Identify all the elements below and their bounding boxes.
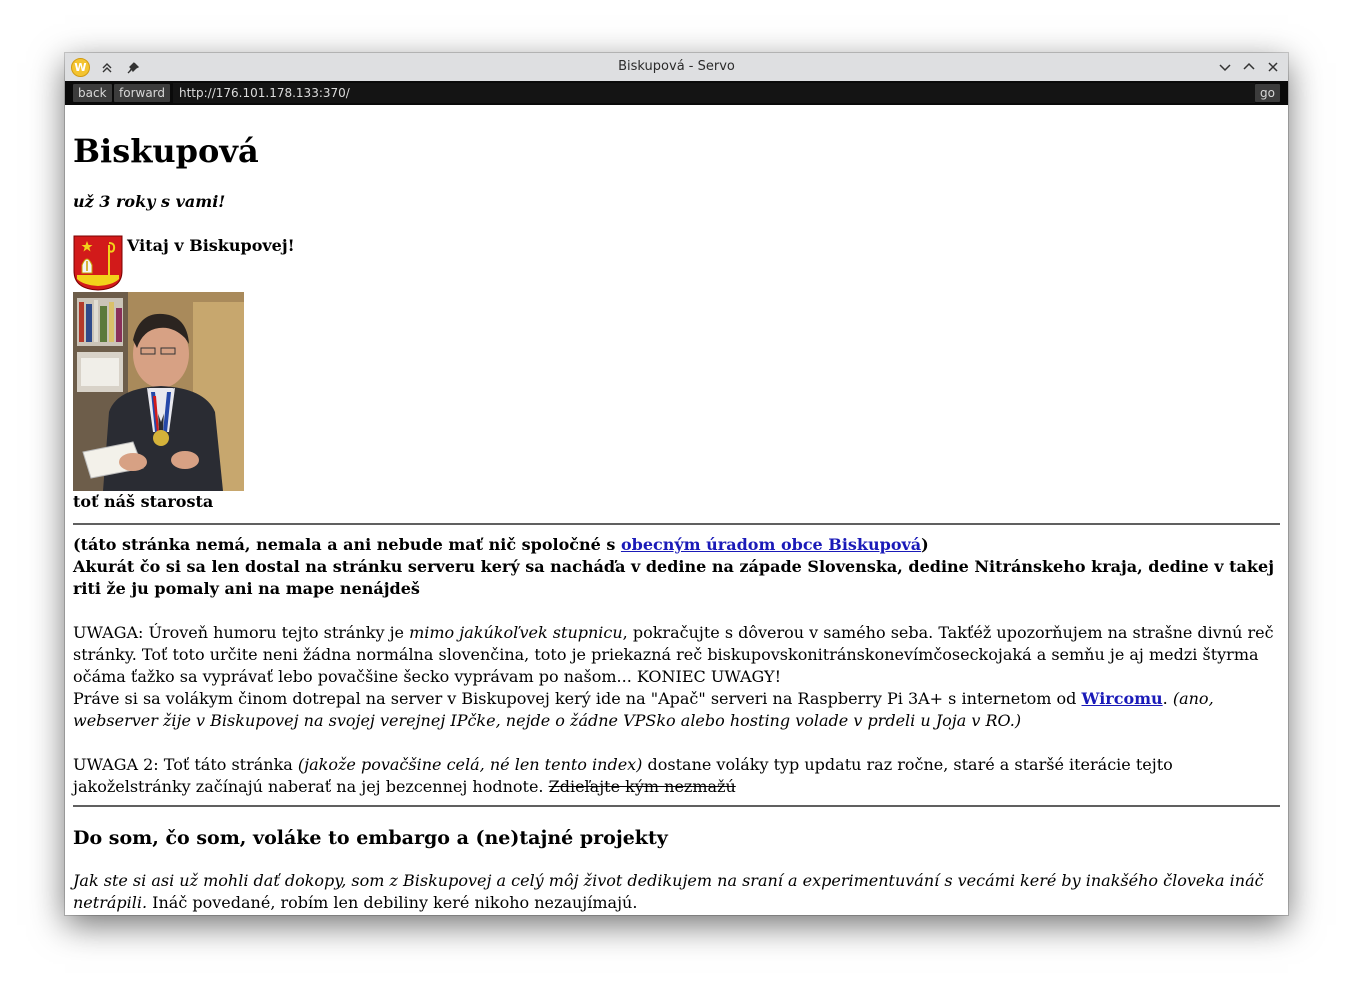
navigation-bar: [65, 81, 1288, 105]
close-icon[interactable]: [1264, 58, 1282, 76]
server-text-a: Práve si sa volákym činom dotrepal na server v Biskupovej kerý ide na "Apač" serveri na Raspberry Pi 3A+ s internetom od: [73, 689, 1082, 708]
section-text-rest: Ináč povedané, robím len debiliny keré nikoho nezaujímajú.: [147, 893, 638, 912]
disclaimer-text-pre: (táto stránka nemá, nemala a ani nebude mať nič spoločné s: [73, 535, 621, 554]
minimize-icon[interactable]: [1216, 58, 1234, 76]
server-text-em: (ano, webserver žije v Biskupovej na svojej verejnej IPčke, nejde o žádne VPSko alebo hosting volade v prdeli u Joja v RO.): [73, 689, 1214, 730]
go-button[interactable]: go: [1255, 84, 1280, 102]
window-title: Biskupová - Servo: [618, 59, 735, 74]
welcome-text: Vitaj v Biskupovej!: [127, 236, 295, 255]
welcome-row: [73, 235, 1280, 291]
browser-window: [65, 53, 1288, 915]
warning2-text-em: (jakože povačšine celá, né len tento index): [297, 755, 643, 774]
app-icon[interactable]: W: [71, 58, 90, 77]
maximize-icon[interactable]: [1240, 58, 1258, 76]
wircom-link[interactable]: Wircomu: [1081, 689, 1163, 708]
page-subtitle: už 3 roky s vami!: [73, 192, 226, 211]
warning-text-a: UWAGA: Úroveň humoru tejto stránky je: [73, 623, 410, 642]
disclaimer-text-post: ): [921, 535, 929, 554]
spacer: [73, 732, 1280, 754]
mayor-photo: [73, 292, 244, 491]
url-input[interactable]: http://176.101.178.133:370/: [173, 83, 1255, 103]
municipality-link[interactable]: obecným úradom obce Biskupová: [620, 535, 922, 554]
page-title: Biskupová: [73, 132, 259, 170]
section-heading: Do som, čo som, voláke to embargo a (ne)tajné projekty: [73, 827, 668, 849]
warning2-paragraph: [73, 754, 1280, 798]
forward-button[interactable]: forward: [114, 84, 170, 102]
section-paragraph: [73, 870, 1280, 914]
divider-bottom: [73, 805, 1280, 807]
warning2-text-b: dostane voláky typ updatu raz ročne, staré a staršé iterácie tejto jakoželstránky začínajú naberať na jej bezcennej hodnote.: [73, 755, 1173, 796]
server-text-b: .: [1162, 689, 1173, 708]
divider-top: [73, 523, 1280, 525]
disclaimer: [73, 534, 1280, 556]
section-text-em: Jak ste si asi už mohli dať dokopy, som z Biskupovej a celý môj život dedikujem na sraní a experimentuvání s vecámi keré by inakšého človeka ináč netrápili.: [73, 871, 1264, 912]
warning2-strikethrough: Zdieľajte kým nezmažú: [548, 777, 736, 796]
warning-paragraph: [73, 622, 1280, 732]
title-bar: [65, 53, 1288, 82]
mayor-caption: toť náš starosta: [73, 492, 214, 511]
page-content: [65, 105, 1288, 915]
window-controls: [1216, 58, 1282, 76]
warning-text-b: , pokračujte s dôverou v samého seba. Takťéž upozorňujem na strašne divnú reč stránky. Toť toto určite neni žádna normálna slovenčina, toto je priekazná reč biskupovskonitránskonevímčoseckojaká a semňu je aj medzi štyrma očáma ťažko sa vyprávať lebo povačšine šecko vyprávam po našom... KONIEC UWAGY!: [73, 623, 1274, 686]
warning2-text-a: UWAGA 2: Toť táto stránka: [73, 755, 298, 774]
about-text: Akurát čo si sa len dostal na stránku serveru kerý sa nacháďa v dedine na západe Slovenska, dedine Nitránskeho kraja, dedine v takej riti že ju pomaly ani na mape nenájdeš: [73, 557, 1274, 598]
coat-of-arms: [73, 235, 123, 291]
spacer: [73, 600, 1280, 622]
back-button[interactable]: back: [73, 84, 112, 102]
warning-text-em: mimo jakúkoľvek stupnicu: [409, 623, 623, 642]
